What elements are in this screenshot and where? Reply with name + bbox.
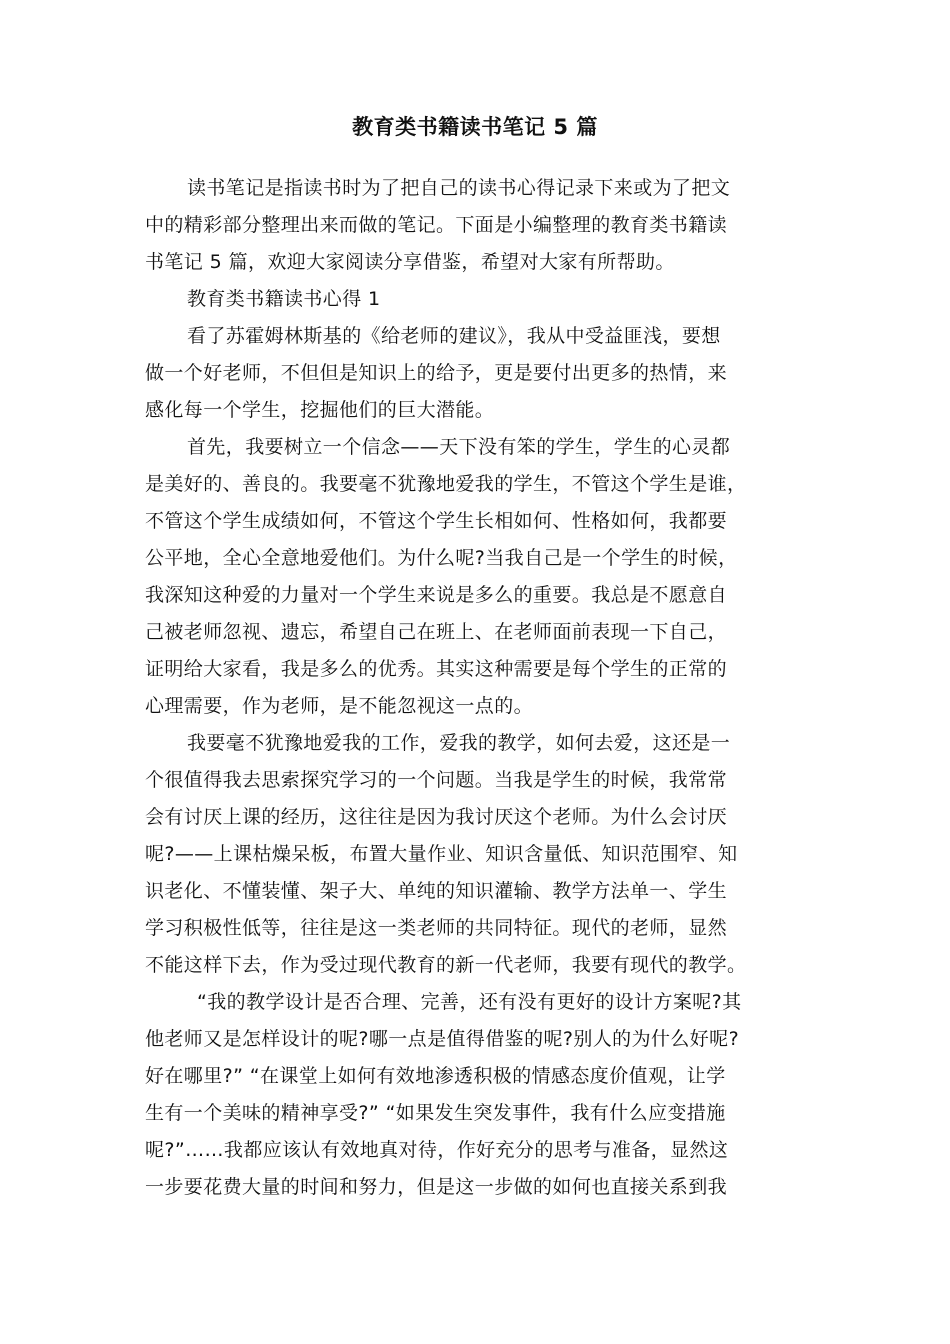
text-line: 个很值得我去思索探究学习的一个问题。当我是学生的时候，我常常: [145, 769, 728, 791]
text-line: 公平地，全心全意地爱他们。为什么呢?当我自己是一个学生的时候，: [145, 547, 738, 569]
text-line: 好在哪里?” “在课堂上如何有效地渗透积极的情感态度价值观，让学: [145, 1065, 726, 1087]
text-line: 己被老师忽视、遗忘，希望自己在班上、在老师面前表现一下自己，: [145, 621, 728, 643]
text-line: 感化每一个学生，挖掘他们的巨大潜能。: [145, 399, 495, 421]
text-line: 会有讨厌上课的经历，这往往是因为我讨厌这个老师。为什么会讨厌: [145, 806, 728, 828]
text-line: “我的教学设计是否合理、完善，还有没有更好的设计方案呢?其: [197, 991, 742, 1013]
text-line: 中的精彩部分整理出来而做的笔记。下面是小编整理的教育类书籍读: [145, 214, 728, 236]
document-title: 教育类书籍读书笔记 5 篇: [352, 115, 598, 139]
text-line: 生有一个美味的精神享受?” “如果发生突发事件，我有什么应变措施: [145, 1102, 726, 1124]
text-line: 我要毫不犹豫地爱我的工作，爱我的教学，如何去爱，这还是一: [187, 732, 731, 754]
text-line: 是美好的、善良的。我要毫不犹豫地爱我的学生，不管这个学生是谁，: [145, 473, 747, 495]
text-line: 心理需要，作为老师，是不能忽视这一点的。: [145, 695, 534, 717]
text-line: 读书笔记是指读书时为了把自己的读书心得记录下来或为了把文: [187, 177, 731, 199]
document-body: [145, 170, 825, 1206]
text-line: 他老师又是怎样设计的呢?哪一点是值得借鉴的呢?别人的为什么好呢?: [145, 1028, 740, 1050]
text-line: 识老化、不懂装懂、架子大、单纯的知识灌输、教学方法单一、学生: [145, 880, 728, 902]
text-line: 学习积极性低等，往往是这一类老师的共同特征。现代的老师，显然: [145, 917, 728, 939]
text-line: 书笔记 5 篇，欢迎大家阅读分享借鉴，希望对大家有所帮助。: [145, 251, 675, 273]
text-line: 一步要花费大量的时间和努力，但是这一步做的如何也直接关系到我: [145, 1176, 728, 1198]
text-line: 首先，我要树立一个信念——天下没有笨的学生，学生的心灵都: [187, 436, 731, 458]
text-line: 我深知这种爱的力量对一个学生来说是多么的重要。我总是不愿意自: [145, 584, 728, 606]
text-line: 呢?——上课枯燥呆板，布置大量作业、知识含量低、知识范围窄、知: [145, 843, 738, 865]
text-line: 证明给大家看，我是多么的优秀。其实这种需要是每个学生的正常的: [145, 658, 728, 680]
text-line: 呢?”……我都应该认有效地真对待，作好充分的思考与准备，显然这: [145, 1139, 729, 1161]
text-line: 不管这个学生成绩如何，不管这个学生长相如何、性格如何，我都要: [145, 510, 728, 532]
text-line: 做一个好老师，不但但是知识上的给予，更是要付出更多的热情，来: [145, 362, 728, 384]
section-heading: 教育类书籍读书心得 1: [187, 288, 381, 310]
text-line: 看了苏霍姆林斯基的《给老师的建议》，我从中受益匪浅，要想: [187, 325, 721, 347]
text-line: 不能这样下去，作为受过现代教育的新一代老师，我要有现代的教学。: [145, 954, 747, 976]
